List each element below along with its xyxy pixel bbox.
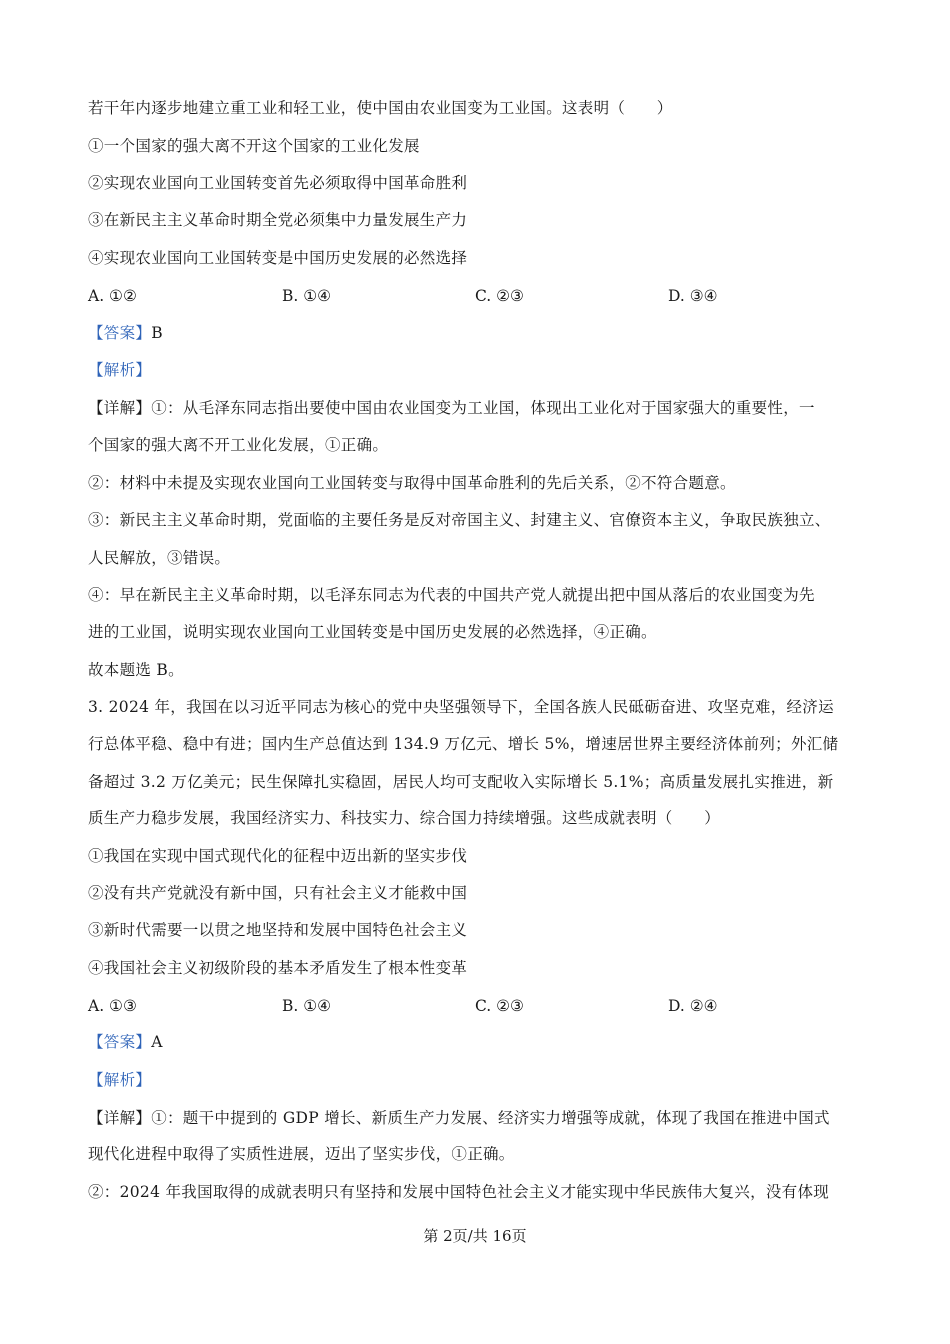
answer-value: B bbox=[151, 324, 163, 342]
q2-detail-1b: 个国家的强大离不开工业化发展，①正确。 bbox=[88, 436, 389, 454]
q3-stem-3: 备超过 3.2 万亿美元；民生保障扎实稳固，居民人均可支配收入实际增长 5.1%；高质量发展扎实推进，新 bbox=[88, 773, 834, 791]
q2-option-c: C. ②③ bbox=[475, 287, 524, 305]
analysis-tag: 【解析】 bbox=[88, 1071, 152, 1089]
q3-statement-3: ③新时代需要一以贯之地坚持和发展中国特色社会主义 bbox=[88, 921, 468, 939]
q3-statement-1: ①我国在实现中国式现代化的征程中迈出新的坚实步伐 bbox=[88, 847, 468, 865]
q2-statement-1: ①一个国家的强大离不开这个国家的工业化发展 bbox=[88, 137, 420, 155]
q2-option-d: D. ③④ bbox=[668, 287, 718, 305]
q3-detail-1b: 现代化进程中取得了实质性进展，迈出了坚实步伐，①正确。 bbox=[88, 1145, 515, 1163]
q2-option-b: B. ①④ bbox=[282, 287, 332, 305]
q3-option-d: D. ②④ bbox=[668, 997, 718, 1015]
page-footer: 第 2页/共 16页 bbox=[423, 1227, 527, 1245]
q3-statement-2: ②没有共产党就没有新中国，只有社会主义才能救中国 bbox=[88, 884, 468, 902]
question-2-stem-end: 若干年内逐步地建立重工业和轻工业，使中国由农业国变为工业国。这表明（ ） bbox=[88, 99, 673, 117]
q2-analysis-heading bbox=[88, 360, 868, 380]
q2-statement-2: ②实现农业国向工业国转变首先必须取得中国革命胜利 bbox=[88, 174, 468, 192]
q3-option-c: C. ②③ bbox=[475, 997, 524, 1015]
analysis-tag: 【解析】 bbox=[88, 361, 152, 379]
q3-stem-2: 行总体平稳、稳中有进；国内生产总值达到 134.9 万亿元、增长 5%，增速居世界主要经济体前列；外汇储 bbox=[88, 735, 839, 753]
q3-stem-4: 质生产力稳步发展，我国经济实力、科技实力、综合国力持续增强。这些成就表明（ ） bbox=[88, 809, 721, 827]
q2-option-a: A. ①② bbox=[88, 287, 137, 305]
detail-tag: 【详解】 bbox=[88, 1109, 152, 1127]
q2-detail-3b: 人民解放，③错误。 bbox=[88, 549, 231, 567]
answer-tag: 【答案】 bbox=[88, 324, 152, 342]
q3-analysis-heading bbox=[88, 1070, 868, 1090]
q3-statement-4: ④我国社会主义初级阶段的基本矛盾发生了根本性变革 bbox=[88, 959, 468, 977]
q3-detail-2a: ②：2024 年我国取得的成就表明只有坚持和发展中国特色社会主义才能实现中华民族伟大复兴，没有体现 bbox=[88, 1183, 830, 1201]
q3-detail-1a: 【详解】①：题干中提到的 GDP 增长、新质生产力发展、经济实力增强等成就，体现了我国在推进中国式 bbox=[88, 1109, 830, 1127]
q2-detail-3a: ③：新民主主义革命时期，党面临的主要任务是反对帝国主义、封建主义、官僚资本主义，争取民族独立、 bbox=[88, 511, 831, 529]
q2-statement-3: ③在新民主主义革命时期全党必须集中力量发展生产力 bbox=[88, 211, 468, 229]
q3-option-b: B. ①④ bbox=[282, 997, 332, 1015]
q3-answer bbox=[88, 1032, 868, 1052]
answer-value: A bbox=[151, 1033, 163, 1051]
q2-conclusion: 故本题选 B。 bbox=[88, 661, 184, 679]
q2-answer bbox=[88, 323, 868, 343]
detail-tag: 【详解】 bbox=[88, 399, 152, 417]
q2-statement-4: ④实现农业国向工业国转变是中国历史发展的必然选择 bbox=[88, 249, 468, 267]
q2-detail-1a: 【详解】①：从毛泽东同志指出要使中国由农业国变为工业国，体现出工业化对于国家强大的重要性，一 bbox=[88, 399, 815, 417]
q3-stem-1: 3. 2024 年，我国在以习近平同志为核心的党中央坚强领导下，全国各族人民砥砺奋进、攻坚克难，经济运 bbox=[88, 698, 834, 716]
answer-tag: 【答案】 bbox=[88, 1033, 152, 1051]
q2-detail-4a: ④：早在新民主主义革命时期，以毛泽东同志为代表的中国共产党人就提出把中国从落后的农业国变为先 bbox=[88, 586, 815, 604]
q3-option-a: A. ①③ bbox=[88, 997, 137, 1015]
q2-detail-4b: 进的工业国，说明实现农业国向工业国转变是中国历史发展的必然选择，④正确。 bbox=[88, 623, 657, 641]
q2-detail-2: ②：材料中未提及实现农业国向工业国转变与取得中国革命胜利的先后关系，②不符合题意。 bbox=[88, 474, 736, 492]
